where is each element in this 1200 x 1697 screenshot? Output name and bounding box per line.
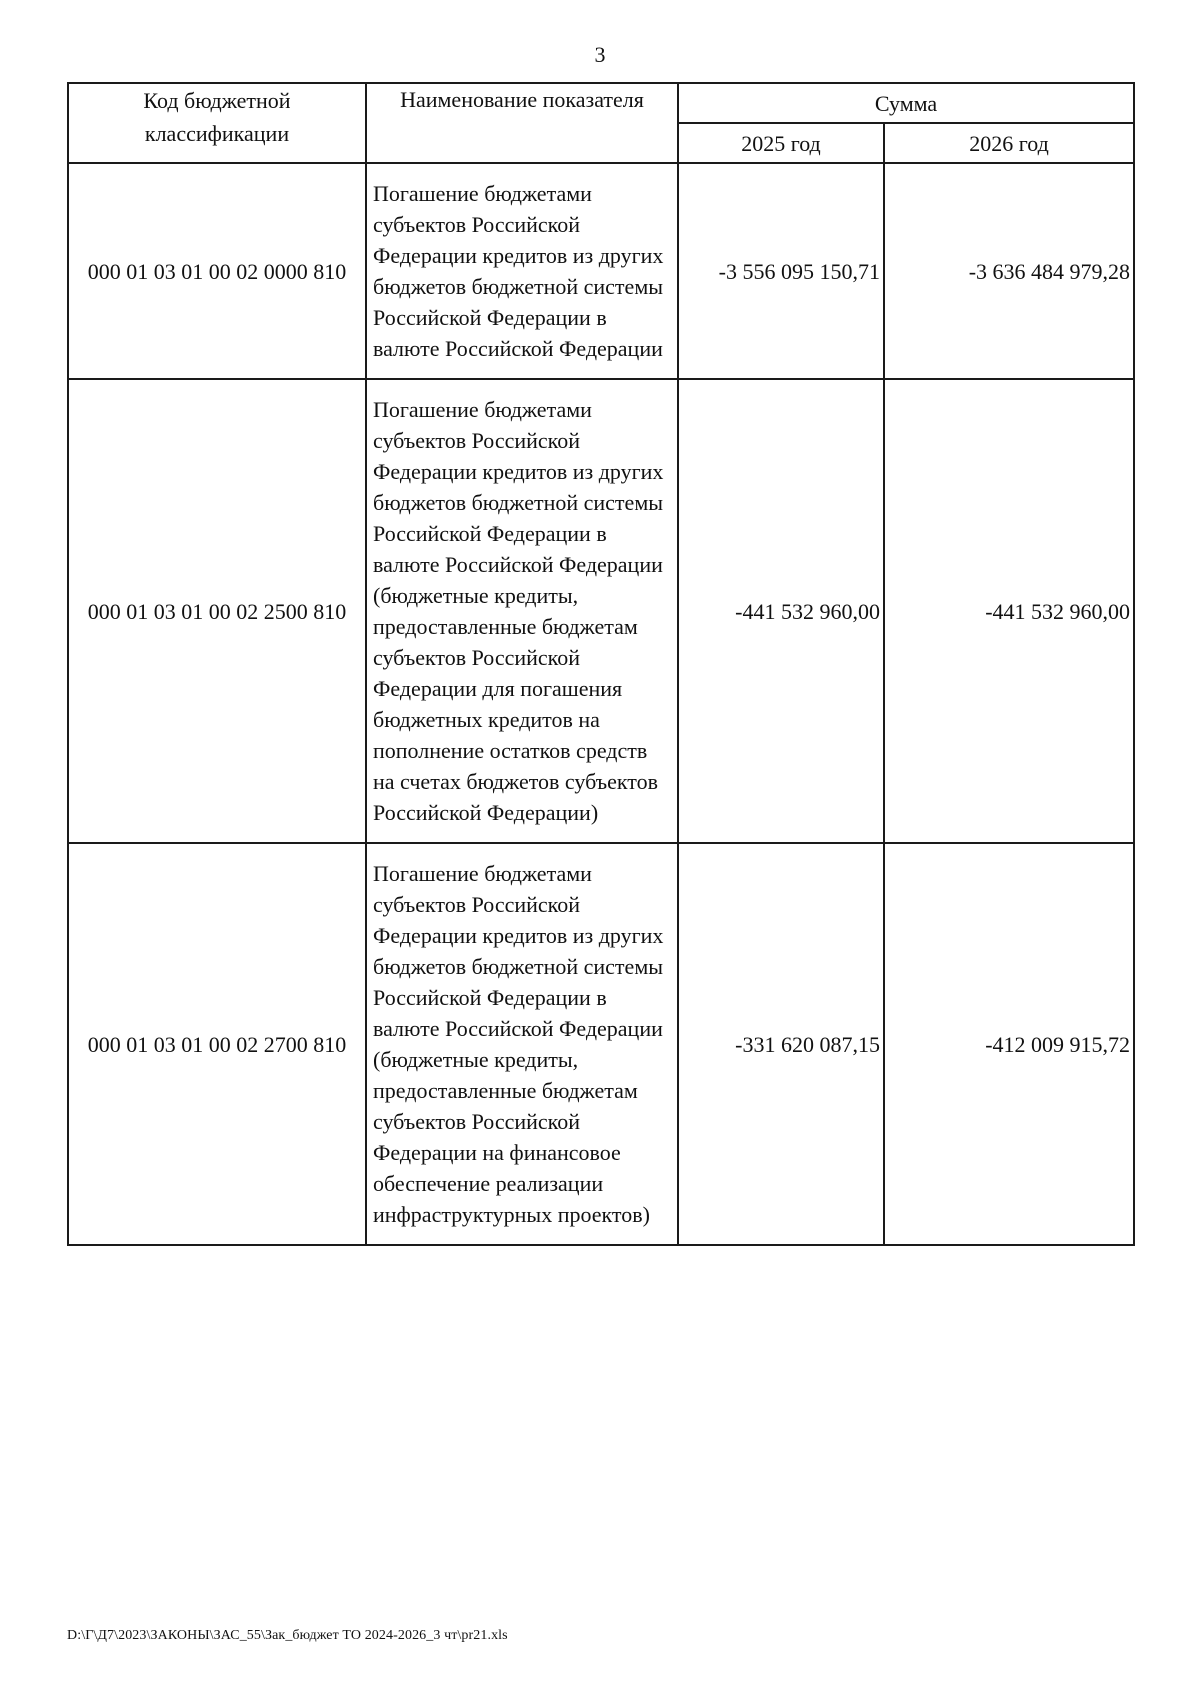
amount-2026-cell: -3 636 484 979,28 xyxy=(884,163,1134,379)
header-year-2025: 2025 год xyxy=(678,123,884,163)
indicator-name-cell: Погашение бюджетами субъектов Российской Федерации кредитов из других бюджетов бюджетной системы Российской Федерации в валюте Российской Федерации (бюджетные кредиты, предоставленные бюджетам субъектов Российской Федерации для погашения бюджетных кредитов на пополнение остатков средств на счетах бюджетов субъектов Российской Федерации) xyxy=(366,379,678,843)
budget-code-cell: 000 01 03 01 00 02 2700 810 xyxy=(68,843,366,1245)
file-path-footer: D:\Г\Д7\2023\ЗАКОНЫ\ЗАС_55\Зак_бюджет ТО 2024-2026_3 чт\pr21.xls xyxy=(67,1628,508,1643)
header-year-2026: 2026 год xyxy=(884,123,1134,163)
header-row xyxy=(68,83,1134,123)
budget-code-cell: 000 01 03 01 00 02 0000 810 xyxy=(68,163,366,379)
amount-2025-cell: -331 620 087,15 xyxy=(678,843,884,1245)
amount-2026-cell: -412 009 915,72 xyxy=(884,843,1134,1245)
page-number: 3 xyxy=(594,42,606,67)
amount-2026-cell: -441 532 960,00 xyxy=(884,379,1134,843)
indicator-name-cell: Погашение бюджетами субъектов Российской Федерации кредитов из других бюджетов бюджетной системы Российской Федерации в валюте Российской Федерации xyxy=(366,163,678,379)
header-sum: Сумма xyxy=(678,83,1134,123)
header-name: Наименование показателя xyxy=(366,83,678,163)
amount-2025-cell: -441 532 960,00 xyxy=(678,379,884,843)
indicator-name-cell: Погашение бюджетами субъектов Российской Федерации кредитов из других бюджетов бюджетной системы Российской Федерации в валюте Российской Федерации (бюджетные кредиты, предоставленные бюджетам субъектов Российской Федерации на финансовое обеспечение реализации инфраструктурных проектов) xyxy=(366,843,678,1245)
budget-code-cell: 000 01 03 01 00 02 2500 810 xyxy=(68,379,366,843)
amount-2025-cell: -3 556 095 150,71 xyxy=(678,163,884,379)
table-row xyxy=(68,843,1134,1245)
table-row xyxy=(68,379,1134,843)
table-row xyxy=(68,163,1134,379)
header-code: Код бюджетной классификации xyxy=(68,83,366,163)
budget-table xyxy=(67,82,1135,1246)
